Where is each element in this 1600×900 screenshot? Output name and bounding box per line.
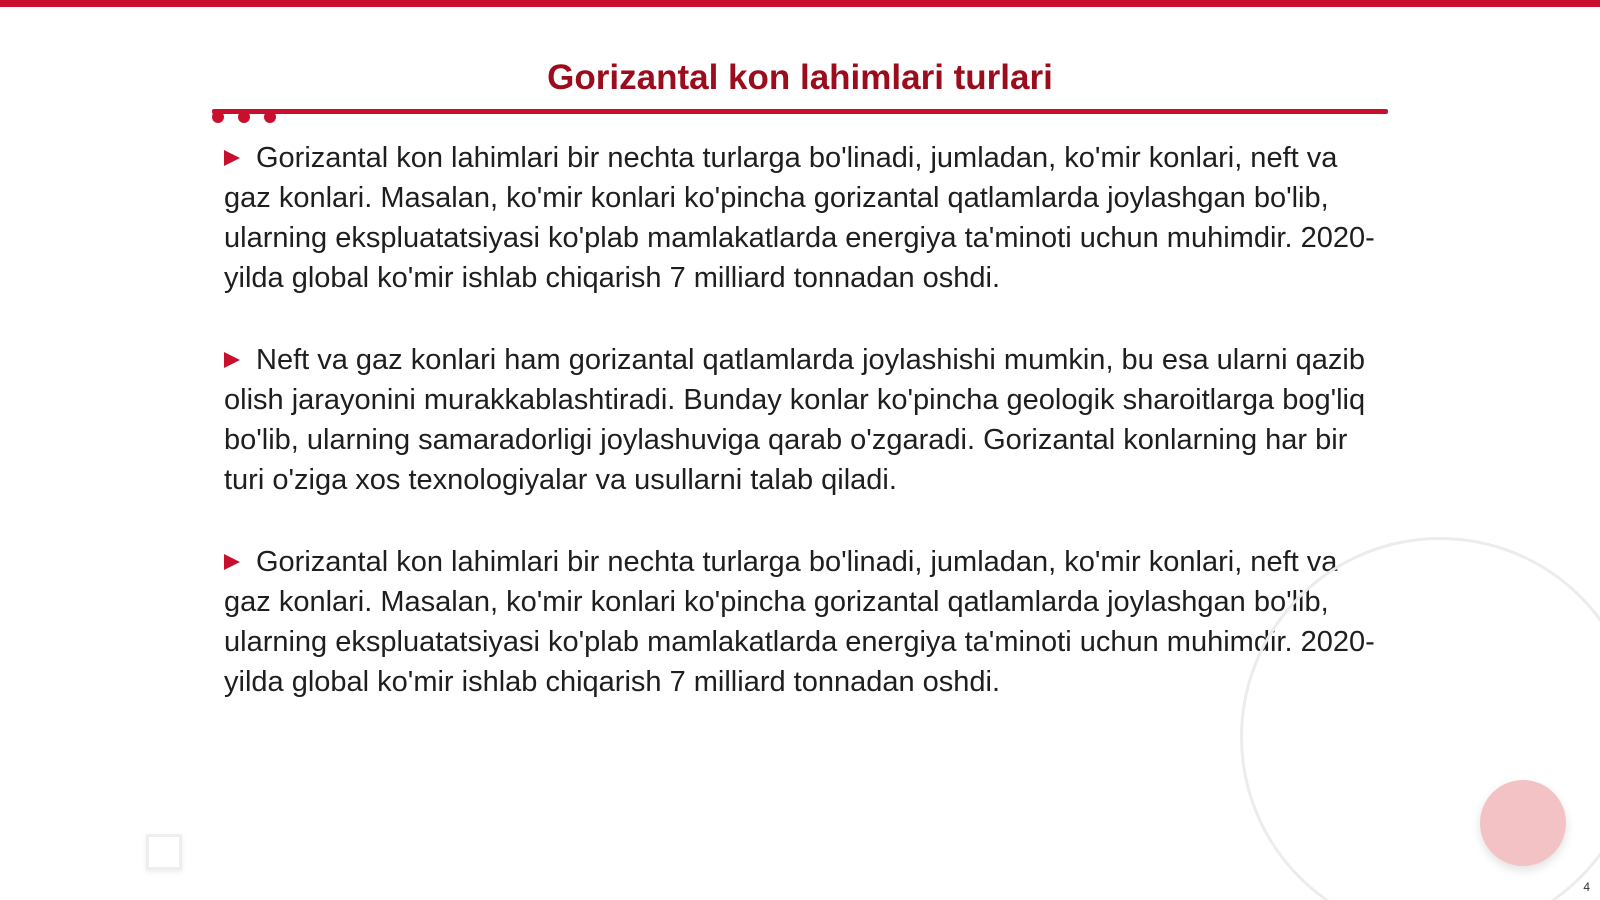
triangle-right-icon (224, 150, 240, 166)
slide-title: Gorizantal kon lahimlari turlari (547, 58, 1053, 97)
bullet-item (224, 542, 1384, 702)
bullet-text: Gorizantal kon lahimlari bir nechta turlarga bo'linadi, jumladan, ko'mir konlari, neft va gaz konlari. Masalan, ko'mir konlari ko'pincha gorizantal qatlamlarda joylashgan bo'lib, ularning ekspluatatsiyasi ko'plab mamlakatlarda energiya ta'minoti uchun muhimdir. 2020-yilda global ko'mir ishlab chiqarish 7 milliard tonnadan oshdi. (224, 142, 1375, 294)
triangle-right-icon (224, 352, 240, 368)
decor-dot (212, 111, 224, 123)
bullet-item (224, 340, 1384, 500)
triangle-right-icon (224, 554, 240, 570)
page-number: 4 (1583, 880, 1590, 894)
decor-circle (1480, 780, 1566, 866)
decor-dot (264, 111, 276, 123)
decor-square (146, 834, 182, 870)
bullet-list (224, 138, 1384, 744)
title-underline (212, 109, 1388, 114)
decor-dot (238, 111, 250, 123)
top-accent-bar (0, 0, 1600, 7)
bullet-item (224, 138, 1384, 298)
bullet-text: Gorizantal kon lahimlari bir nechta turlarga bo'linadi, jumladan, ko'mir konlari, neft va gaz konlari. Masalan, ko'mir konlari ko'pincha gorizantal qatlamlarda joylashgan bo'lib, ularning ekspluatatsiyasi ko'plab mamlakatlarda energiya ta'minoti uchun muhimdir. 2020-yilda global ko'mir ishlab chiqarish 7 milliard tonnadan oshdi. (224, 546, 1375, 698)
bullet-text: Neft va gaz konlari ham gorizantal qatlamlarda joylashishi mumkin, bu esa ularni qazib olish jarayonini murakkablashtiradi. Bunday konlar ko'pincha geologik sharoitlarga bog'liq bo'lib, ularning samaradorligi joylashuviga qarab o'zgaradi. Gorizantal konlarning har bir turi o'ziga xos texnologiyalar va usullarni talab qiladi. (224, 344, 1366, 496)
